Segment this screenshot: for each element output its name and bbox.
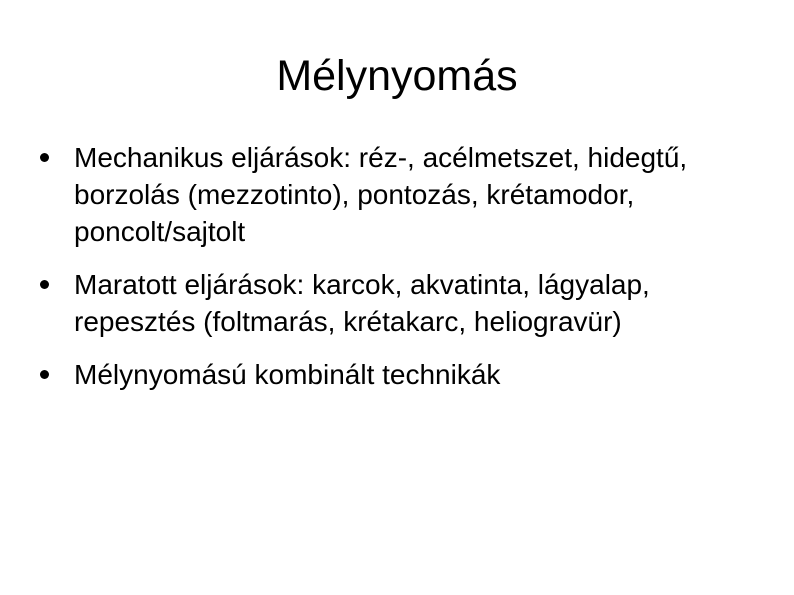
bullet-item — [0, 139, 794, 250]
bullet-item — [0, 266, 794, 340]
bullet-text: Maratott eljárások: karcok, akvatinta, lágyalap, repesztés (foltmarás, krétakarc, heliogravür) — [74, 269, 650, 337]
bullet-dot-icon — [40, 280, 49, 289]
bullet-dot-icon — [40, 370, 49, 379]
bullet-item — [0, 356, 794, 393]
bullet-list — [0, 139, 794, 393]
bullet-text: Mélynyomású kombinált technikák — [74, 359, 501, 390]
bullet-dot-icon — [40, 153, 49, 162]
slide-title: Mélynyomás — [276, 52, 518, 100]
bullet-text: Mechanikus eljárások: réz-, acélmetszet, hidegtű, borzolás (mezzotinto), pontozás, krétamodor, poncolt/sajtolt — [74, 142, 688, 247]
